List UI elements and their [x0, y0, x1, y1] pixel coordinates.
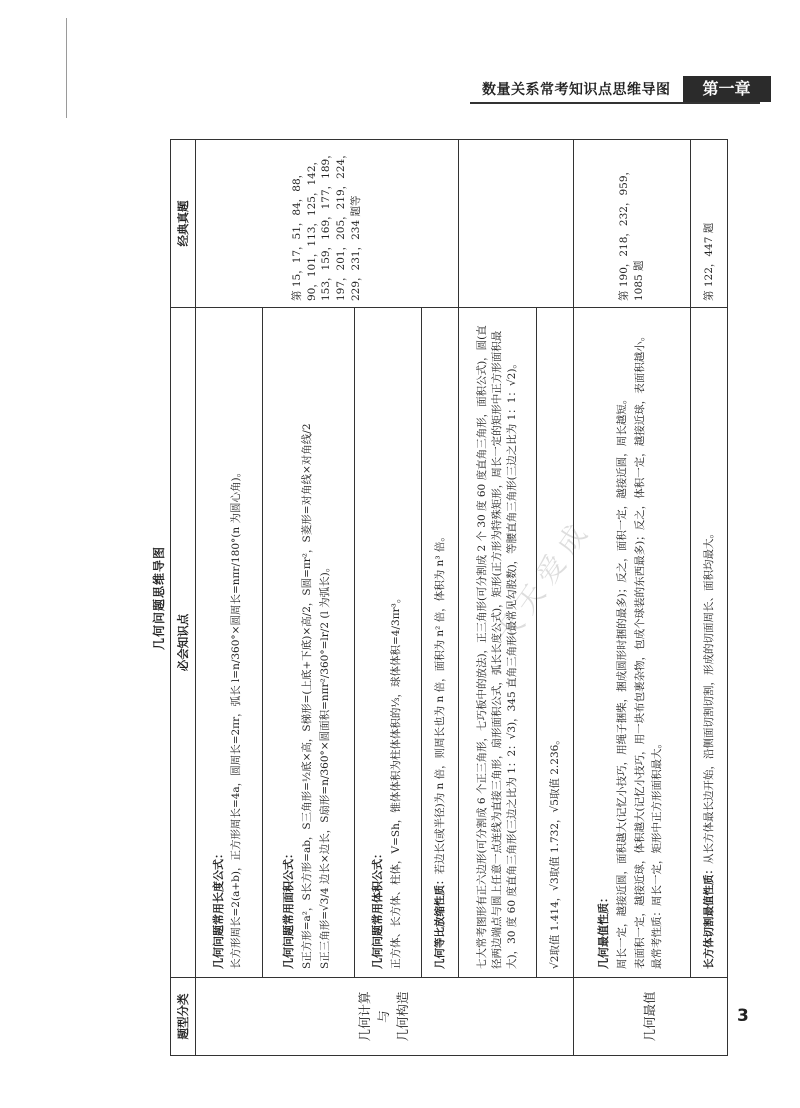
category-extreme: 几何最值: [573, 978, 727, 1056]
knowledge-volume: [355, 308, 422, 978]
table-header-row: [171, 140, 196, 1056]
page-header: [470, 76, 771, 102]
header-examples: 经典真题: [171, 140, 196, 308]
extreme-line-1: 周长一定，越接近圆，面积越大(记忆小技巧，用绳子捆柴，捆成圆形时捆的最多)；反之，面积一定，越接近圆，周长越短。: [615, 393, 628, 969]
category-calc-line1: 几何计算: [357, 991, 373, 1042]
examples-calc: 第 15，17，51，84，88，90，101，113，125，142，153，159，169，177，189，197，201，205，219，224，229，231，234 题等: [196, 140, 459, 308]
examples-cut: 第 122，447 题: [691, 140, 728, 308]
page-number: 3: [737, 1006, 749, 1026]
chapter-badge: 第一章: [683, 76, 771, 102]
area-formula-2: S正三角形=√3/4 边长×边长，S扇形=n/360°×圆面积=nπr²/360°=lr/2 (l 为弧长)。: [318, 561, 331, 969]
ratio-text: 若边长(或半径)为 n 倍，则周长也为 n 倍，面积为 n² 倍，体积为 n³ 倍。: [433, 531, 446, 875]
header-rule: [470, 102, 760, 104]
knowledge-perimeter: [196, 308, 263, 978]
rotated-table-wrapper: [148, 140, 728, 1056]
knowledge-seven-shapes: 七大常考图形有正六边形(可分割成 6 个正三角形，七巧板中的放法)，正三角形(可分割成 2 个 30 度 60 度直角三角形，面积公式)，圆(直径两边端点与圆上任意一点连线为直接三角形，扇形面积公式，弧长长度公式)，矩形(正方形为特殊矩形，周长一定的矩形中正方形面积最大)，30 度 60 度直角三角形(三边之比为 1：2：√3)，345 直角三角形(最常见勾股数)，等腰直角三角形(三边之比为 1：1：√2)。: [458, 308, 537, 978]
cut-text: 从长方体最长边开始，沿侧面切割切割，形成的切面周长、面积均最大。: [702, 528, 715, 864]
knowledge-area: [263, 308, 355, 978]
perimeter-formula: 长方形周长=2(a+b)，正方形周长=4a，圆周长=2πr，弧长 l=n/360°×圆周长=nπr/180°(n 为圆心角)。: [230, 466, 243, 969]
header-knowledge: 必会知识点: [171, 308, 196, 978]
extreme-line-2: 表面积一定，越接近球，体积越大(记忆小技巧，用一块布包裹杂物，包成个球装的东西最多)；反之，体积一定，越接近球，表面积越小。: [633, 330, 646, 969]
volume-formula: 正方体、长方体、柱体，V=Sh，锥体体积为柱体体积的⅓，球体体积=4/3πr³。: [389, 592, 402, 969]
header-title: 数量关系常考知识点思维导图: [482, 82, 671, 98]
knowledge-ratio: [422, 308, 459, 978]
table-row: [691, 140, 728, 1056]
table-row: [573, 140, 691, 1056]
category-calc: [196, 978, 574, 1056]
area-formula-1: S正方形=a²，S长方形=ab，S三角形=½底×高，S梯形=(上底+下底)×高/2，S圆=πr²，S菱形=对角线×对角线/2: [301, 423, 314, 969]
binding-line: [66, 18, 67, 118]
area-heading: 几何问题常用面积公式：: [282, 848, 296, 969]
category-calc-line2: 与: [376, 1010, 392, 1023]
volume-heading: 几何问题常用体积公式：: [371, 848, 384, 969]
header-category: 题型分类: [171, 978, 196, 1056]
watermark: 天天爱成: [488, 512, 599, 650]
examples-empty: [458, 140, 573, 308]
examples-extreme: 第 190，218，232，959，1085 题: [573, 140, 691, 308]
ratio-heading: 几何等比放缩性质：: [433, 874, 446, 969]
cut-heading: 长方体切割最值性质：: [702, 864, 715, 969]
extreme-line-3: 最常考性质：周长一定，矩形中正方形面积最大。: [651, 738, 664, 969]
table-row: [196, 140, 263, 1056]
knowledge-extreme: [573, 308, 691, 978]
mind-map-table: [170, 139, 728, 1056]
knowledge-cut: [691, 308, 728, 978]
category-calc-line3: 几何构造: [394, 991, 410, 1042]
table-caption: 几何问题思维导图: [152, 546, 166, 651]
knowledge-roots: √2取值 1.414，√3取值 1.732，√5取值 2.236。: [537, 308, 574, 978]
table-row: [458, 140, 537, 1056]
extreme-heading: 几何最值性质：: [597, 892, 610, 969]
perimeter-heading: 几何问题常用长度公式：: [211, 848, 225, 969]
